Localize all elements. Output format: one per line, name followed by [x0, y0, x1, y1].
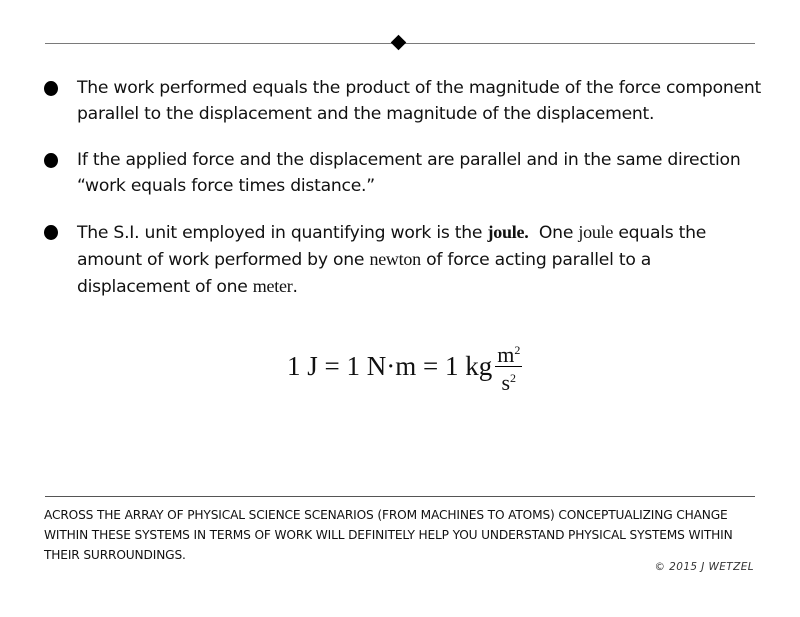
bullet-item-force-times-distance [44, 147, 764, 199]
term-joule: joule [578, 222, 614, 242]
denominator-base: s [501, 370, 511, 395]
fraction-numerator [495, 339, 522, 367]
bullet-item-si-unit [44, 219, 764, 300]
numerator-exponent: 2 [514, 343, 521, 357]
diamond-icon [391, 35, 407, 51]
bullet-dot-icon [44, 153, 58, 168]
bullet-text-part: equals the amount of work performed by one [77, 223, 707, 270]
bottom-divider [45, 496, 755, 497]
equation-lhs: 1 J = 1 N·m = 1 kg [287, 351, 493, 381]
bullet-dot-icon [44, 81, 58, 96]
bullet-text: If the applied force and the displacement are parallel and in the same direction “work equals force times distance.” [77, 150, 741, 196]
bullet-text-part: The S.I. unit employed in quantifying work is the [77, 223, 488, 243]
copyright-notice: © 2015 J WETZEL [654, 561, 754, 573]
bullet-text-part: . [292, 277, 298, 297]
bullet-list [44, 75, 764, 320]
term-joule-bold: joule. [487, 222, 529, 242]
numerator-base: m [497, 342, 515, 367]
fraction-denominator [501, 367, 516, 394]
footer-summary: ACROSS THE ARRAY OF PHYSICAL SCIENCE SCENARIOS (FROM MACHINES TO ATOMS) CONCEPTUALIZING CHANGE WITHIN THESE SYSTEMS IN TERMS OF WORK WILL DEFINITELY HELP YOU UNDERSTAND PHYSICAL SYSTEMS WITHIN THEIR SURROUNDINGS. [44, 508, 733, 562]
bullet-text: The work performed equals the product of the magnitude of the force component parallel to the displacement and the magnitude of the displacement. [77, 78, 761, 124]
bullet-dot-icon [44, 225, 58, 240]
joule-equation [287, 339, 522, 394]
equation-fraction [495, 339, 522, 394]
denominator-exponent: 2 [510, 371, 517, 385]
bullet-text-part: of force acting parallel to a displacement of one [77, 250, 652, 297]
bullet-text-part: One [528, 223, 579, 243]
term-newton: newton [369, 249, 421, 269]
bullet-item-work-definition [44, 75, 764, 127]
term-meter: meter [252, 276, 293, 296]
